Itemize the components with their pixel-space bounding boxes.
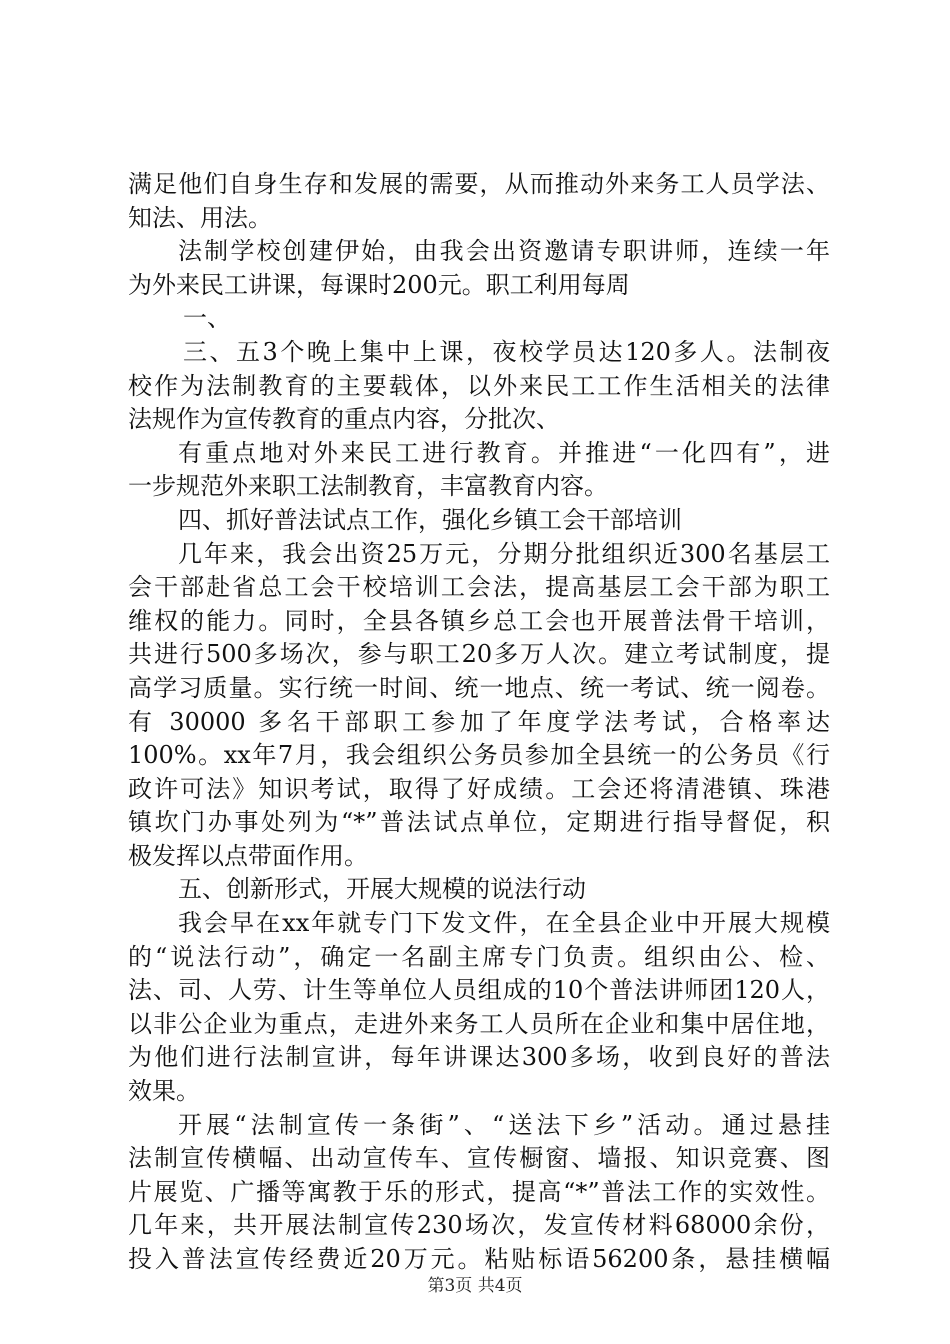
text-line: 以非公企业为重点，走进外来务工人员所在企业和集中居住地， — [128, 1009, 830, 1038]
paragraph-start-line: 三、五3个晚上集中上课，夜校学员达120多人。法制夜 — [183, 337, 830, 366]
text-line: 高学习质量。实行统一时间、统一地点、统一考试、统一阅卷。 — [128, 673, 830, 702]
paragraph-start-line: 开展“法制宣传一条街”、“送法下乡”活动。通过悬挂 — [178, 1110, 830, 1139]
text-line: 有 30000 多名干部职工参加了年度学法考试，合格率达 — [128, 707, 830, 736]
text-line: 几年来，共开展法制宣传230场次，发宣传材料68000余份， — [128, 1211, 830, 1240]
text-line: 100%。xx年7月，我会组织公务员参加全县统一的公务员《行 — [128, 741, 830, 770]
text-line: 政许可法》知识考试，取得了好成绩。工会还将清港镇、珠港 — [128, 774, 830, 803]
text-line: 会干部赴省总工会干校培训工会法，提高基层工会干部为职工 — [128, 573, 830, 602]
text-line: 满足他们自身生存和发展的需要，从而推动外来务工人员学法、 — [128, 170, 830, 198]
text-line: 一步规范外来职工法制教育，丰富教育内容。 — [128, 472, 608, 501]
text-line: 维权的能力。同时，全县各镇乡总工会也开展普法骨干培训， — [128, 606, 830, 635]
text-line: 共进行500多场次，参与职工20多万人次。建立考试制度，提 — [128, 640, 830, 669]
paragraph-start-line: 我会早在xx年就专门下发文件，在全县企业中开展大规模 — [178, 909, 830, 938]
section-heading: 五、创新形式，开展大规模的说法行动 — [178, 875, 586, 904]
text-line: 投入普法宣传经费近20万元。粘贴标语56200条，悬挂横幅 — [128, 1245, 830, 1273]
text-line: 为他们进行法制宣讲，每年讲课达300多场，收到良好的普法 — [128, 1043, 830, 1072]
section-heading: 四、抓好普法试点工作，强化乡镇工会干部培训 — [178, 505, 682, 534]
paragraph-start-line: 一、 — [183, 304, 231, 333]
text-line: 的“说法行动”，确定一名副主席专门负责。组织由公、检、 — [128, 942, 830, 971]
text-line: 法规作为宣传教育的重点内容，分批次、 — [128, 405, 560, 434]
paragraph-start-line: 法制学校创建伊始，由我会出资邀请专职讲师，连续一年 — [178, 237, 830, 266]
page-number-footer: 第3页 共4页 — [427, 1276, 523, 1296]
text-line: 为外来民工讲课，每课时200元。职工利用每周 — [128, 270, 630, 299]
text-line: 镇坎门办事处列为“*”普法试点单位，定期进行指导督促，积 — [128, 808, 830, 837]
text-line: 知法、用法。 — [128, 203, 272, 232]
text-line: 法制宣传横幅、出动宣传车、宣传橱窗、墙报、知识竞赛、图 — [128, 1144, 830, 1173]
paragraph-start-line: 有重点地对外来民工进行教育。并推进“一化四有”，进 — [178, 438, 830, 467]
text-line: 效果。 — [128, 1077, 200, 1106]
document-body — [128, 168, 830, 1277]
text-line: 极发挥以点带面作用。 — [128, 841, 368, 870]
text-line: 法、司、人劳、计生等单位人员组成的10个普法讲师团120人， — [128, 976, 830, 1005]
text-line: 校作为法制教育的主要载体，以外来民工工作生活相关的法律 — [128, 371, 830, 400]
paragraph-start-line: 几年来，我会出资25万元，分期分批组织近300名基层工 — [178, 539, 830, 568]
text-line: 片展览、广播等寓教于乐的形式，提高“*”普法工作的实效性。 — [128, 1177, 830, 1206]
